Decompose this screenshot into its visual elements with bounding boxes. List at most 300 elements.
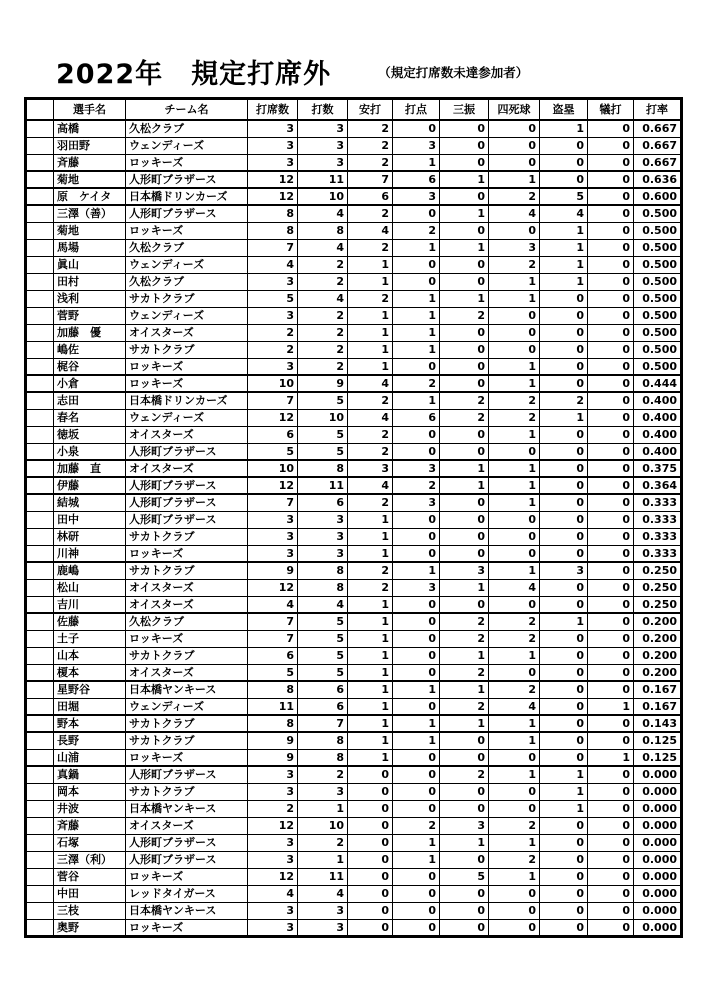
- table-row: [26, 919, 682, 936]
- column-header-at-bats: 打数: [298, 99, 348, 121]
- cell-walks-hbp: 0: [489, 137, 540, 154]
- cell-at-bats: 5: [298, 647, 348, 664]
- cell-plate-appearances: 8: [248, 205, 298, 222]
- cell-team-name: 日本橋ドリンカーズ: [126, 188, 248, 205]
- cell-plate-appearances: 12: [248, 188, 298, 205]
- cell-stolen-bases: 0: [540, 630, 588, 647]
- cell-at-bats: 10: [298, 188, 348, 205]
- cell-strikeouts: 0: [440, 273, 489, 290]
- cell-team-name: オイスターズ: [126, 664, 248, 681]
- row-spacer: [26, 511, 54, 528]
- table-row: [26, 596, 682, 613]
- cell-stolen-bases: 0: [540, 528, 588, 545]
- cell-rbi: 3: [393, 460, 440, 477]
- cell-stolen-bases: 0: [540, 511, 588, 528]
- cell-hits: 1: [348, 681, 393, 698]
- row-spacer: [26, 307, 54, 324]
- cell-stolen-bases: 0: [540, 443, 588, 460]
- table-row: [26, 647, 682, 664]
- cell-batting-average: 0.333: [634, 511, 682, 528]
- row-spacer: [26, 698, 54, 715]
- cell-batting-average: 0.500: [634, 239, 682, 256]
- cell-stolen-bases: 1: [540, 120, 588, 137]
- cell-strikeouts: 0: [440, 732, 489, 749]
- cell-hits: 6: [348, 188, 393, 205]
- cell-walks-hbp: 1: [489, 868, 540, 885]
- cell-walks-hbp: 0: [489, 222, 540, 239]
- cell-at-bats: 11: [298, 171, 348, 188]
- cell-sacrifice-hits: 0: [588, 188, 634, 205]
- cell-rbi: 0: [393, 426, 440, 443]
- cell-hits: 0: [348, 902, 393, 919]
- cell-team-name: ロッキーズ: [126, 749, 248, 766]
- table-row: [26, 800, 682, 817]
- cell-walks-hbp: 1: [489, 562, 540, 579]
- cell-team-name: 日本橋ヤンキース: [126, 800, 248, 817]
- cell-walks-hbp: 2: [489, 817, 540, 834]
- cell-player-name: 三澤（善）: [54, 205, 126, 222]
- table-row: [26, 137, 682, 154]
- cell-player-name: 徳坂: [54, 426, 126, 443]
- cell-strikeouts: 0: [440, 749, 489, 766]
- cell-at-bats: 1: [298, 800, 348, 817]
- cell-plate-appearances: 12: [248, 171, 298, 188]
- cell-team-name: オイスターズ: [126, 426, 248, 443]
- cell-player-name: 加藤 直: [54, 460, 126, 477]
- cell-stolen-bases: 1: [540, 222, 588, 239]
- cell-team-name: 人形町ブラザース: [126, 477, 248, 494]
- cell-stolen-bases: 3: [540, 562, 588, 579]
- row-spacer: [26, 630, 54, 647]
- cell-sacrifice-hits: 0: [588, 630, 634, 647]
- cell-batting-average: 0.200: [634, 664, 682, 681]
- cell-team-name: ロッキーズ: [126, 222, 248, 239]
- row-spacer: [26, 681, 54, 698]
- row-spacer: [26, 766, 54, 783]
- cell-rbi: 1: [393, 834, 440, 851]
- table-row: [26, 120, 682, 137]
- cell-sacrifice-hits: 0: [588, 919, 634, 936]
- column-header-team-name: チーム名: [126, 99, 248, 121]
- row-spacer: [26, 579, 54, 596]
- cell-strikeouts: 2: [440, 392, 489, 409]
- cell-hits: 2: [348, 494, 393, 511]
- cell-batting-average: 0.500: [634, 205, 682, 222]
- batting-stats-table: [24, 97, 683, 938]
- cell-player-name: 山浦: [54, 749, 126, 766]
- cell-batting-average: 0.000: [634, 868, 682, 885]
- cell-stolen-bases: 0: [540, 902, 588, 919]
- table-row: [26, 409, 682, 426]
- cell-strikeouts: 1: [440, 647, 489, 664]
- cell-batting-average: 0.364: [634, 477, 682, 494]
- cell-stolen-bases: 0: [540, 919, 588, 936]
- table-row: [26, 902, 682, 919]
- cell-strikeouts: 0: [440, 902, 489, 919]
- cell-player-name: 三澤（利）: [54, 851, 126, 868]
- cell-batting-average: 0.333: [634, 545, 682, 562]
- cell-rbi: 2: [393, 222, 440, 239]
- cell-hits: 1: [348, 664, 393, 681]
- cell-at-bats: 4: [298, 885, 348, 902]
- cell-at-bats: 11: [298, 868, 348, 885]
- cell-rbi: 0: [393, 647, 440, 664]
- cell-stolen-bases: 0: [540, 749, 588, 766]
- table-row: [26, 528, 682, 545]
- cell-team-name: 人形町ブラザース: [126, 443, 248, 460]
- cell-hits: 1: [348, 256, 393, 273]
- cell-walks-hbp: 2: [489, 851, 540, 868]
- table-row: [26, 715, 682, 732]
- cell-walks-hbp: 0: [489, 443, 540, 460]
- cell-batting-average: 0.143: [634, 715, 682, 732]
- cell-batting-average: 0.500: [634, 307, 682, 324]
- cell-player-name: 高橋: [54, 120, 126, 137]
- cell-plate-appearances: 7: [248, 392, 298, 409]
- cell-strikeouts: 1: [440, 290, 489, 307]
- cell-at-bats: 7: [298, 715, 348, 732]
- cell-plate-appearances: 5: [248, 290, 298, 307]
- cell-rbi: 0: [393, 630, 440, 647]
- cell-team-name: ウェンディーズ: [126, 307, 248, 324]
- cell-sacrifice-hits: 0: [588, 273, 634, 290]
- cell-at-bats: 2: [298, 341, 348, 358]
- cell-at-bats: 3: [298, 902, 348, 919]
- cell-stolen-bases: 0: [540, 817, 588, 834]
- cell-rbi: 1: [393, 154, 440, 171]
- cell-batting-average: 0.333: [634, 528, 682, 545]
- cell-player-name: 菊地: [54, 171, 126, 188]
- cell-sacrifice-hits: 0: [588, 426, 634, 443]
- cell-plate-appearances: 3: [248, 783, 298, 800]
- cell-strikeouts: 3: [440, 562, 489, 579]
- cell-sacrifice-hits: 0: [588, 545, 634, 562]
- cell-batting-average: 0.000: [634, 885, 682, 902]
- cell-walks-hbp: 0: [489, 596, 540, 613]
- cell-at-bats: 3: [298, 528, 348, 545]
- row-spacer: [26, 749, 54, 766]
- cell-plate-appearances: 11: [248, 698, 298, 715]
- cell-strikeouts: 0: [440, 528, 489, 545]
- cell-walks-hbp: 0: [489, 528, 540, 545]
- cell-plate-appearances: 2: [248, 341, 298, 358]
- cell-player-name: 岡本: [54, 783, 126, 800]
- cell-team-name: ロッキーズ: [126, 154, 248, 171]
- cell-rbi: 0: [393, 273, 440, 290]
- cell-batting-average: 0.500: [634, 273, 682, 290]
- cell-team-name: サカトクラブ: [126, 341, 248, 358]
- cell-plate-appearances: 3: [248, 851, 298, 868]
- cell-hits: 4: [348, 375, 393, 392]
- cell-hits: 1: [348, 273, 393, 290]
- cell-player-name: 小倉: [54, 375, 126, 392]
- cell-rbi: 1: [393, 324, 440, 341]
- table-row: [26, 392, 682, 409]
- cell-hits: 1: [348, 715, 393, 732]
- cell-plate-appearances: 12: [248, 817, 298, 834]
- cell-batting-average: 0.400: [634, 443, 682, 460]
- column-header-strikeouts: 三振: [440, 99, 489, 121]
- cell-sacrifice-hits: 0: [588, 834, 634, 851]
- cell-walks-hbp: 0: [489, 324, 540, 341]
- cell-at-bats: 3: [298, 511, 348, 528]
- cell-walks-hbp: 0: [489, 749, 540, 766]
- cell-at-bats: 3: [298, 120, 348, 137]
- cell-strikeouts: 3: [440, 817, 489, 834]
- cell-plate-appearances: 4: [248, 885, 298, 902]
- cell-team-name: 人形町ブラザース: [126, 511, 248, 528]
- table-row: [26, 154, 682, 171]
- cell-team-name: オイスターズ: [126, 324, 248, 341]
- row-spacer: [26, 545, 54, 562]
- cell-hits: 2: [348, 290, 393, 307]
- table-row: [26, 749, 682, 766]
- cell-strikeouts: 0: [440, 358, 489, 375]
- cell-rbi: 0: [393, 698, 440, 715]
- cell-at-bats: 2: [298, 273, 348, 290]
- row-spacer: [26, 137, 54, 154]
- cell-team-name: 人形町ブラザース: [126, 766, 248, 783]
- cell-sacrifice-hits: 0: [588, 766, 634, 783]
- table-row: [26, 171, 682, 188]
- cell-sacrifice-hits: 0: [588, 902, 634, 919]
- row-spacer: [26, 154, 54, 171]
- cell-team-name: サカトクラブ: [126, 290, 248, 307]
- cell-player-name: 菅谷: [54, 868, 126, 885]
- cell-stolen-bases: 0: [540, 681, 588, 698]
- cell-sacrifice-hits: 0: [588, 579, 634, 596]
- cell-player-name: 羽田野: [54, 137, 126, 154]
- cell-rbi: 0: [393, 664, 440, 681]
- cell-stolen-bases: 1: [540, 613, 588, 630]
- cell-hits: 4: [348, 409, 393, 426]
- cell-strikeouts: 0: [440, 545, 489, 562]
- cell-strikeouts: 1: [440, 460, 489, 477]
- cell-walks-hbp: 1: [489, 494, 540, 511]
- cell-hits: 0: [348, 766, 393, 783]
- table-row: [26, 205, 682, 222]
- cell-plate-appearances: 3: [248, 902, 298, 919]
- cell-plate-appearances: 12: [248, 579, 298, 596]
- cell-batting-average: 0.636: [634, 171, 682, 188]
- cell-rbi: 6: [393, 409, 440, 426]
- cell-sacrifice-hits: 0: [588, 817, 634, 834]
- cell-sacrifice-hits: 0: [588, 664, 634, 681]
- cell-team-name: ウェンディーズ: [126, 256, 248, 273]
- cell-walks-hbp: 1: [489, 766, 540, 783]
- cell-rbi: 0: [393, 596, 440, 613]
- cell-player-name: 春名: [54, 409, 126, 426]
- cell-strikeouts: 0: [440, 494, 489, 511]
- cell-player-name: 石塚: [54, 834, 126, 851]
- table-row: [26, 477, 682, 494]
- cell-strikeouts: 1: [440, 205, 489, 222]
- cell-at-bats: 8: [298, 732, 348, 749]
- cell-hits: 0: [348, 817, 393, 834]
- cell-plate-appearances: 6: [248, 426, 298, 443]
- cell-team-name: 日本橋ヤンキース: [126, 902, 248, 919]
- cell-batting-average: 0.333: [634, 494, 682, 511]
- cell-hits: 1: [348, 358, 393, 375]
- cell-at-bats: 5: [298, 392, 348, 409]
- cell-stolen-bases: 0: [540, 834, 588, 851]
- cell-hits: 1: [348, 528, 393, 545]
- cell-sacrifice-hits: 0: [588, 290, 634, 307]
- column-header-stolen-bases: 盗塁: [540, 99, 588, 121]
- cell-hits: 1: [348, 647, 393, 664]
- table-row: [26, 851, 682, 868]
- cell-batting-average: 0.000: [634, 834, 682, 851]
- cell-rbi: 0: [393, 766, 440, 783]
- cell-stolen-bases: 1: [540, 239, 588, 256]
- table-row: [26, 375, 682, 392]
- cell-sacrifice-hits: 0: [588, 120, 634, 137]
- cell-at-bats: 2: [298, 766, 348, 783]
- cell-rbi: 0: [393, 545, 440, 562]
- cell-at-bats: 4: [298, 290, 348, 307]
- row-spacer: [26, 800, 54, 817]
- cell-walks-hbp: 2: [489, 188, 540, 205]
- cell-strikeouts: 0: [440, 120, 489, 137]
- cell-walks-hbp: 0: [489, 120, 540, 137]
- cell-team-name: 日本橋ヤンキース: [126, 681, 248, 698]
- cell-batting-average: 0.444: [634, 375, 682, 392]
- cell-team-name: ロッキーズ: [126, 868, 248, 885]
- cell-walks-hbp: 0: [489, 885, 540, 902]
- cell-walks-hbp: 3: [489, 239, 540, 256]
- title-row: [56, 52, 528, 91]
- cell-team-name: サカトクラブ: [126, 647, 248, 664]
- cell-team-name: ロッキーズ: [126, 919, 248, 936]
- cell-walks-hbp: 0: [489, 511, 540, 528]
- table-row: [26, 885, 682, 902]
- cell-sacrifice-hits: 0: [588, 375, 634, 392]
- cell-sacrifice-hits: 0: [588, 409, 634, 426]
- cell-at-bats: 9: [298, 375, 348, 392]
- cell-walks-hbp: 4: [489, 205, 540, 222]
- cell-walks-hbp: 0: [489, 307, 540, 324]
- cell-stolen-bases: 0: [540, 290, 588, 307]
- row-spacer: [26, 222, 54, 239]
- cell-at-bats: 1: [298, 851, 348, 868]
- row-spacer: [26, 256, 54, 273]
- row-spacer: [26, 885, 54, 902]
- cell-stolen-bases: 1: [540, 256, 588, 273]
- cell-at-bats: 2: [298, 358, 348, 375]
- cell-team-name: サカトクラブ: [126, 528, 248, 545]
- cell-hits: 2: [348, 579, 393, 596]
- cell-sacrifice-hits: 0: [588, 460, 634, 477]
- cell-at-bats: 8: [298, 460, 348, 477]
- cell-rbi: 0: [393, 749, 440, 766]
- cell-walks-hbp: 1: [489, 171, 540, 188]
- row-spacer: [26, 596, 54, 613]
- cell-stolen-bases: 0: [540, 341, 588, 358]
- cell-batting-average: 0.200: [634, 630, 682, 647]
- row-spacer: [26, 528, 54, 545]
- cell-sacrifice-hits: 0: [588, 392, 634, 409]
- cell-plate-appearances: 4: [248, 256, 298, 273]
- cell-rbi: 3: [393, 137, 440, 154]
- table-row: [26, 511, 682, 528]
- cell-at-bats: 2: [298, 324, 348, 341]
- cell-hits: 0: [348, 800, 393, 817]
- cell-strikeouts: 0: [440, 188, 489, 205]
- cell-stolen-bases: 4: [540, 205, 588, 222]
- column-header-player-name: 選手名: [54, 99, 126, 121]
- cell-rbi: 2: [393, 817, 440, 834]
- cell-player-name: 川神: [54, 545, 126, 562]
- cell-plate-appearances: 12: [248, 868, 298, 885]
- cell-batting-average: 0.400: [634, 426, 682, 443]
- cell-strikeouts: 0: [440, 511, 489, 528]
- cell-stolen-bases: 0: [540, 698, 588, 715]
- cell-team-name: ロッキーズ: [126, 545, 248, 562]
- page-subtitle: （規定打席数未達参加者）: [378, 65, 529, 80]
- table-row: [26, 426, 682, 443]
- cell-at-bats: 2: [298, 834, 348, 851]
- cell-plate-appearances: 8: [248, 681, 298, 698]
- cell-walks-hbp: 1: [489, 290, 540, 307]
- cell-plate-appearances: 3: [248, 137, 298, 154]
- cell-batting-average: 0.125: [634, 749, 682, 766]
- cell-sacrifice-hits: 0: [588, 783, 634, 800]
- cell-at-bats: 2: [298, 256, 348, 273]
- column-header-plate-appearances: 打席数: [248, 99, 298, 121]
- cell-team-name: サカトクラブ: [126, 783, 248, 800]
- cell-player-name: 眞山: [54, 256, 126, 273]
- cell-sacrifice-hits: 0: [588, 868, 634, 885]
- cell-plate-appearances: 8: [248, 222, 298, 239]
- cell-batting-average: 0.400: [634, 409, 682, 426]
- cell-hits: 1: [348, 630, 393, 647]
- cell-player-name: 原 ケイタ: [54, 188, 126, 205]
- cell-sacrifice-hits: 0: [588, 800, 634, 817]
- cell-batting-average: 0.500: [634, 222, 682, 239]
- cell-rbi: 1: [393, 307, 440, 324]
- cell-stolen-bases: 2: [540, 392, 588, 409]
- cell-strikeouts: 2: [440, 664, 489, 681]
- row-spacer: [26, 341, 54, 358]
- cell-strikeouts: 2: [440, 613, 489, 630]
- cell-player-name: 馬場: [54, 239, 126, 256]
- table-row: [26, 494, 682, 511]
- cell-batting-average: 0.400: [634, 392, 682, 409]
- cell-walks-hbp: 0: [489, 902, 540, 919]
- cell-rbi: 0: [393, 511, 440, 528]
- cell-player-name: 奥野: [54, 919, 126, 936]
- cell-at-bats: 3: [298, 137, 348, 154]
- cell-walks-hbp: 0: [489, 800, 540, 817]
- table-row: [26, 307, 682, 324]
- cell-rbi: 0: [393, 885, 440, 902]
- row-spacer: [26, 460, 54, 477]
- cell-sacrifice-hits: 0: [588, 171, 634, 188]
- cell-at-bats: 3: [298, 154, 348, 171]
- cell-plate-appearances: 3: [248, 834, 298, 851]
- cell-plate-appearances: 3: [248, 154, 298, 171]
- cell-team-name: ロッキーズ: [126, 630, 248, 647]
- cell-walks-hbp: 1: [489, 732, 540, 749]
- cell-stolen-bases: 0: [540, 885, 588, 902]
- cell-rbi: 3: [393, 579, 440, 596]
- table-body: [26, 120, 682, 936]
- cell-player-name: 中田: [54, 885, 126, 902]
- cell-walks-hbp: 0: [489, 341, 540, 358]
- cell-plate-appearances: 10: [248, 375, 298, 392]
- cell-strikeouts: 1: [440, 239, 489, 256]
- cell-walks-hbp: 0: [489, 783, 540, 800]
